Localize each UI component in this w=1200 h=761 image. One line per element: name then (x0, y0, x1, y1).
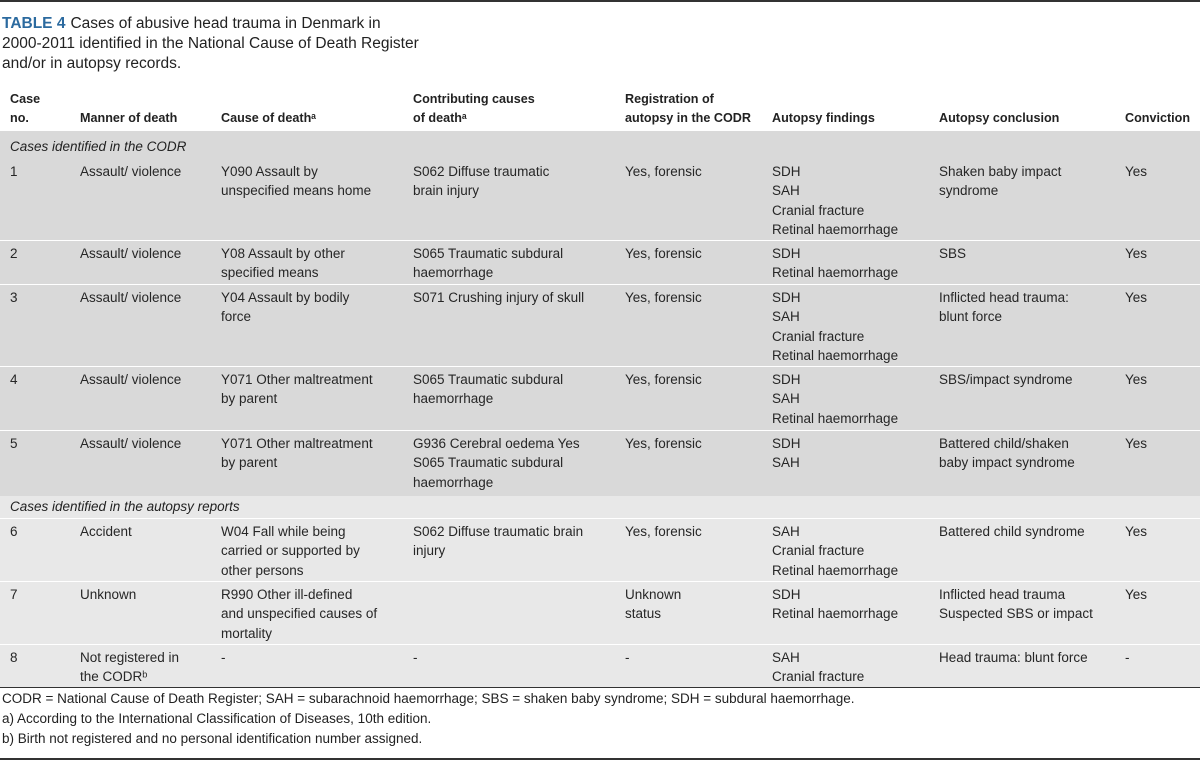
cell-contributing-causes (413, 288, 613, 307)
cell-text: Inflicted head trauma (939, 587, 1066, 602)
cell-text: 8 (10, 650, 18, 665)
cell-text: Unknown (625, 587, 682, 602)
cell-text: unspecified means home (221, 183, 372, 199)
header-cause-of-death (221, 109, 316, 128)
cell-text: blunt force (939, 309, 1003, 325)
row-separator (0, 581, 1200, 582)
cell-registration (625, 370, 765, 389)
cell-text: Yes, forensic (625, 372, 702, 387)
header-contributing-causes (413, 90, 535, 128)
row-separator (0, 518, 1200, 519)
cell-text: S065 Traumatic subdural (413, 246, 564, 261)
cell-text: Unknown (80, 587, 137, 602)
cell-text: Retinal haemorrhage (772, 265, 899, 281)
row-separator (0, 644, 1200, 645)
cell-manner-of-death (80, 434, 181, 453)
cell-text: S065 Traumatic subdural (413, 372, 564, 387)
cell-text: the CODRᵇ (80, 669, 148, 685)
section-title: Cases identified in the autopsy reports (10, 499, 240, 514)
table-label: TABLE 4 (2, 15, 66, 32)
header-text: Conviction (1125, 111, 1191, 125)
header-text: Case (10, 92, 41, 106)
cell-text: Assault/ violence (80, 372, 182, 387)
footnote-abbreviations: CODR = National Cause of Death Register; SAH = subarachnoid haemorrhage; SBS = shaken baby syndrome; SDH = subdural haemorrhage. (2, 691, 855, 706)
cell-text: Battered child syndrome (939, 524, 1085, 539)
cell-text: Assault/ violence (80, 246, 182, 261)
cell-contributing-causes (413, 434, 613, 492)
cell-text: - (413, 650, 418, 665)
cell-conviction (1125, 244, 1147, 263)
cell-conviction (1125, 522, 1147, 541)
cell-text: Retinal haemorrhage (772, 348, 899, 364)
row-separator (0, 240, 1200, 241)
cell-autopsy-findings (772, 370, 932, 428)
table-caption (2, 14, 562, 74)
cell-autopsy-conclusion (939, 370, 1119, 389)
cell-registration (625, 522, 765, 541)
header-text: Registration of (625, 92, 714, 106)
cell-text: SDH (772, 246, 801, 261)
cell-registration (625, 434, 765, 453)
cell-text: Battered child/shaken (939, 436, 1069, 451)
cell-registration (625, 162, 765, 181)
cell-autopsy-findings (772, 162, 932, 240)
cell-text: Yes (1125, 524, 1148, 539)
cell-autopsy-conclusion (939, 288, 1119, 327)
cell-text: SAH (772, 455, 800, 471)
cell-autopsy-conclusion (939, 522, 1119, 541)
cell-text: - (221, 650, 226, 665)
cell-text: R990 Other ill-defined (221, 587, 353, 602)
cell-cause-of-death (221, 648, 406, 667)
cell-text: SDH (772, 372, 801, 387)
header-text: Cause of deathᵃ (221, 111, 317, 125)
cell-text: and unspecified causes of (221, 606, 378, 622)
cell-text: brain injury (413, 183, 480, 199)
cell-manner-of-death (80, 162, 181, 181)
cell-text: carried or supported by (221, 543, 360, 559)
header-text: Manner of death (80, 111, 178, 125)
cell-case-no (10, 288, 18, 307)
cell-text: 5 (10, 436, 18, 451)
cell-text: Not registered in (80, 650, 180, 665)
cell-text: Yes, forensic (625, 524, 702, 539)
cell-cause-of-death (221, 585, 406, 643)
cell-autopsy-findings (772, 244, 932, 283)
footnote-a: a) According to the International Classification of Diseases, 10th edition. (2, 711, 432, 726)
header-text: of deathᵃ (413, 111, 467, 125)
cell-text: - (625, 650, 630, 665)
cell-autopsy-findings (772, 648, 932, 687)
cell-text: Yes, forensic (625, 290, 702, 305)
cell-text: Yes (1125, 372, 1148, 387)
cell-text: mortality (221, 625, 273, 641)
cell-contributing-causes (413, 648, 613, 667)
row-separator (0, 366, 1200, 367)
caption-line-3: and/or in autopsy records. (2, 55, 182, 72)
cell-autopsy-conclusion (939, 585, 1119, 624)
cell-text: Cranial fracture (772, 202, 865, 218)
cell-registration (625, 288, 765, 307)
cell-case-no (10, 522, 18, 541)
cell-registration (625, 244, 765, 263)
cell-text: SBS/impact syndrome (939, 372, 1073, 387)
cell-text: Yes, forensic (625, 164, 702, 179)
top-rule (0, 0, 1200, 2)
cell-text: haemorrhage (413, 391, 494, 407)
cell-text: injury (413, 543, 446, 559)
cell-text: Inflicted head trauma: (939, 290, 1069, 305)
cell-cause-of-death (221, 434, 406, 473)
cell-text: Y08 Assault by other (221, 246, 345, 261)
cell-text: Accident (80, 524, 132, 539)
cell-manner-of-death (80, 244, 181, 263)
cell-manner-of-death (80, 370, 181, 389)
cell-autopsy-conclusion (939, 434, 1119, 473)
cell-text: status (625, 606, 662, 622)
cell-text: Retinal haemorrhage (772, 606, 899, 622)
header-autopsy-findings (772, 109, 875, 128)
cell-contributing-causes (413, 522, 613, 561)
cell-text: by parent (221, 455, 278, 471)
cell-text: Yes (1125, 290, 1148, 305)
footnotes (2, 689, 854, 749)
cell-text: Assault/ violence (80, 164, 182, 179)
cell-text: Y071 Other maltreatment (221, 436, 373, 451)
cell-text: SDH (772, 290, 801, 305)
cell-case-no (10, 370, 18, 389)
cell-text: by parent (221, 391, 278, 407)
cell-text: baby impact syndrome (939, 455, 1075, 471)
cell-autopsy-findings (772, 288, 932, 366)
cell-text: Shaken baby impact (939, 164, 1062, 179)
cell-text: 3 (10, 290, 18, 305)
cell-text: 7 (10, 587, 18, 602)
cell-manner-of-death (80, 648, 179, 687)
cell-contributing-causes (413, 370, 613, 409)
cell-text: - (1125, 650, 1130, 665)
cell-text: SAH (772, 309, 800, 325)
cell-registration (625, 648, 765, 667)
cell-registration (625, 585, 765, 624)
cell-text: Y04 Assault by bodily (221, 290, 350, 305)
cell-autopsy-findings (772, 434, 932, 473)
cell-text: 4 (10, 372, 18, 387)
cell-case-no (10, 434, 18, 453)
cell-text: 1 (10, 164, 18, 179)
header-text: Autopsy conclusion (939, 111, 1060, 125)
header-manner-of-death (80, 109, 177, 128)
cell-cause-of-death (221, 370, 406, 409)
cell-text: specified means (221, 265, 319, 281)
header-text: Contributing causes (413, 92, 535, 106)
cell-text: SAH (772, 650, 800, 665)
cell-text: force (221, 309, 252, 325)
table-header (0, 93, 1200, 131)
cell-text: Cranial fracture (772, 543, 865, 559)
cell-text: S062 Diffuse traumatic (413, 164, 550, 179)
cell-text: Cranial fracture (772, 669, 865, 685)
cell-conviction (1125, 162, 1147, 181)
table-bottom-rule (0, 687, 1200, 688)
cell-conviction (1125, 434, 1147, 453)
cell-text: SAH (772, 183, 800, 199)
cell-conviction (1125, 585, 1147, 604)
cell-text: syndrome (939, 183, 999, 199)
cell-text: Retinal haemorrhage (772, 410, 899, 426)
cell-text: SAH (772, 524, 800, 539)
cell-text: Assault/ violence (80, 436, 182, 451)
cell-text: Yes (1125, 436, 1148, 451)
cell-text: S071 Crushing injury of skull (413, 290, 585, 305)
cell-text: Cranial fracture (772, 328, 865, 344)
cell-autopsy-findings (772, 522, 932, 580)
cell-text: S065 Traumatic subdural (413, 455, 564, 471)
cell-text: SAH (772, 391, 800, 407)
cell-text: S062 Diffuse traumatic brain (413, 524, 584, 539)
cell-text: G936 Cerebral oedema Yes (413, 436, 580, 451)
cell-text: Y071 Other maltreatment (221, 372, 373, 387)
cell-case-no (10, 162, 18, 181)
cell-text: Yes (1125, 164, 1148, 179)
cell-manner-of-death (80, 288, 181, 307)
footnote-b: b) Birth not registered and no personal identification number assigned. (2, 731, 423, 746)
cell-text: haemorrhage (413, 474, 494, 490)
cell-cause-of-death (221, 162, 406, 201)
cell-autopsy-conclusion (939, 244, 1119, 263)
cell-text: W04 Fall while being (221, 524, 346, 539)
row-separator (0, 430, 1200, 431)
cell-contributing-causes (413, 162, 613, 201)
cell-text: Yes (1125, 246, 1148, 261)
header-autopsy-conclusion (939, 109, 1059, 128)
header-case-no (10, 90, 40, 128)
cell-text: Yes, forensic (625, 246, 702, 261)
cell-text: SDH (772, 164, 801, 179)
cell-conviction (1125, 370, 1147, 389)
cell-autopsy-conclusion (939, 162, 1119, 201)
cell-text: 2 (10, 246, 18, 261)
caption-line-1: Cases of abusive head trauma in Denmark in (70, 15, 381, 32)
header-text: Autopsy findings (772, 111, 875, 125)
cell-text: Head trauma: blunt force (939, 650, 1088, 665)
cell-text: other persons (221, 562, 304, 578)
cell-cause-of-death (221, 522, 406, 580)
cell-case-no (10, 648, 18, 667)
cell-conviction (1125, 288, 1147, 307)
cell-autopsy-findings (772, 585, 932, 624)
cell-contributing-causes (413, 244, 613, 283)
row-separator (0, 284, 1200, 285)
cell-text: haemorrhage (413, 265, 494, 281)
cell-text: Suspected SBS or impact (939, 606, 1093, 622)
header-registration (625, 90, 751, 128)
cell-case-no (10, 244, 18, 263)
header-conviction (1125, 109, 1190, 128)
cell-text: Yes, forensic (625, 436, 702, 451)
cell-manner-of-death (80, 522, 132, 541)
cell-cause-of-death (221, 244, 406, 283)
cell-manner-of-death (80, 585, 136, 604)
cell-case-no (10, 585, 18, 604)
cell-text: Assault/ violence (80, 290, 182, 305)
cell-text: Retinal haemorrhage (772, 562, 899, 578)
header-text: no. (10, 111, 29, 125)
cell-conviction (1125, 648, 1130, 667)
cell-text: Y090 Assault by (221, 164, 318, 179)
cell-text: SDH (772, 436, 801, 451)
header-text: autopsy in the CODR (625, 111, 751, 125)
cell-text: Yes (1125, 587, 1148, 602)
cell-text: SBS (939, 246, 967, 261)
cell-autopsy-conclusion (939, 648, 1119, 667)
cell-cause-of-death (221, 288, 406, 327)
footer-rule (0, 758, 1200, 760)
cell-text: 6 (10, 524, 18, 539)
cell-text: SDH (772, 587, 801, 602)
cell-text: Retinal haemorrhage (772, 222, 899, 238)
section-title: Cases identified in the CODR (10, 139, 187, 154)
caption-line-2: 2000-2011 identified in the National Cause of Death Register (2, 35, 419, 52)
